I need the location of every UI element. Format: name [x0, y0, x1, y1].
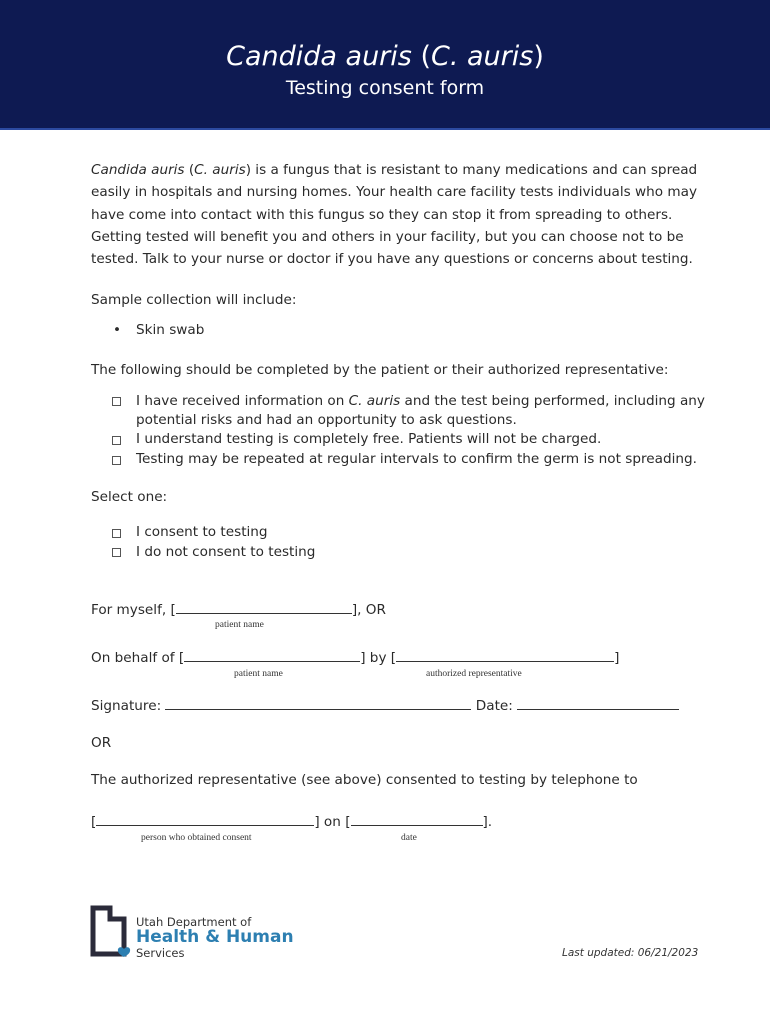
on-behalf-row: On behalf of [ ] by [ ] — [91, 647, 619, 669]
checkbox-no-consent[interactable] — [112, 548, 121, 557]
behalf-patient-name-caption: patient name — [234, 669, 283, 679]
for-myself-row: For myself, [ ], OR — [91, 599, 386, 621]
collection-heading: Sample collection will include: — [91, 292, 297, 308]
patient-name-caption: patient name — [215, 620, 264, 630]
select-heading: Select one: — [91, 489, 168, 505]
signature-date-field[interactable] — [517, 695, 679, 710]
option-no-consent: I do not consent to testing — [136, 544, 316, 560]
statement-info-received-cont: potential risks and had an opportunity to ask questions. — [136, 412, 517, 428]
option-consent: I consent to testing — [136, 524, 268, 540]
statement-info-received: I have received information on C. auris and the test being performed, including any — [136, 393, 705, 409]
telephone-consent-text: The authorized representative (see above) consented to testing by telephone to — [91, 772, 638, 788]
completion-heading: The following should be completed by the patient or their authorized representative: — [91, 362, 669, 378]
bullet-icon: • — [113, 322, 122, 338]
behalf-patient-name-field[interactable] — [184, 647, 360, 662]
consent-taker-caption: person who obtained consent — [141, 833, 252, 843]
telephone-consent-row: [ ] on [ ]. — [91, 811, 492, 833]
logo-text-line3: Services — [136, 946, 185, 960]
logo-text-line1: Utah Department of — [136, 915, 252, 929]
checkbox-consent[interactable] — [112, 529, 121, 538]
statement-testing-repeated: Testing may be repeated at regular intervals to confirm the germ is not spreading. — [136, 451, 697, 467]
collection-item: Skin swab — [136, 322, 205, 338]
utah-logo-icon — [90, 905, 132, 959]
statement-testing-free: I understand testing is completely free. Patients will not be charged. — [136, 431, 602, 447]
signature-row: Signature: Date: — [91, 695, 679, 717]
form-subtitle: Testing consent form — [285, 77, 485, 99]
checkbox-testing-repeated[interactable] — [112, 456, 121, 465]
signature-field[interactable] — [165, 695, 471, 710]
header-banner — [0, 0, 770, 130]
authorized-representative-caption: authorized representative — [426, 669, 522, 679]
consent-date-caption: date — [401, 833, 417, 843]
checkbox-info-received[interactable] — [112, 397, 121, 406]
authorized-representative-field[interactable] — [396, 647, 614, 662]
form-title: Candida auris (C. auris) — [226, 41, 544, 72]
or-separator: OR — [91, 735, 112, 751]
last-updated: Last updated: 06/21/2023 — [562, 947, 699, 959]
consent-date-field[interactable] — [351, 811, 483, 826]
logo-text-line2: Health & Human — [136, 927, 294, 947]
consent-taker-field[interactable] — [96, 811, 314, 826]
intro-paragraph: Candida auris (C. auris) is a fungus that is resistant to many medications and can spread easily in hospitals and nursing homes. Your health care facility tests individuals who may have come into contact with this fungus so they can stop it from spreading to others. Getting tested will benefit you and others in your facility, but you can choose not to be tested. Talk to your nurse or doctor if you have any questions or concerns about testing. — [91, 162, 698, 268]
checkbox-testing-free[interactable] — [112, 436, 121, 445]
patient-name-field[interactable] — [176, 599, 352, 614]
